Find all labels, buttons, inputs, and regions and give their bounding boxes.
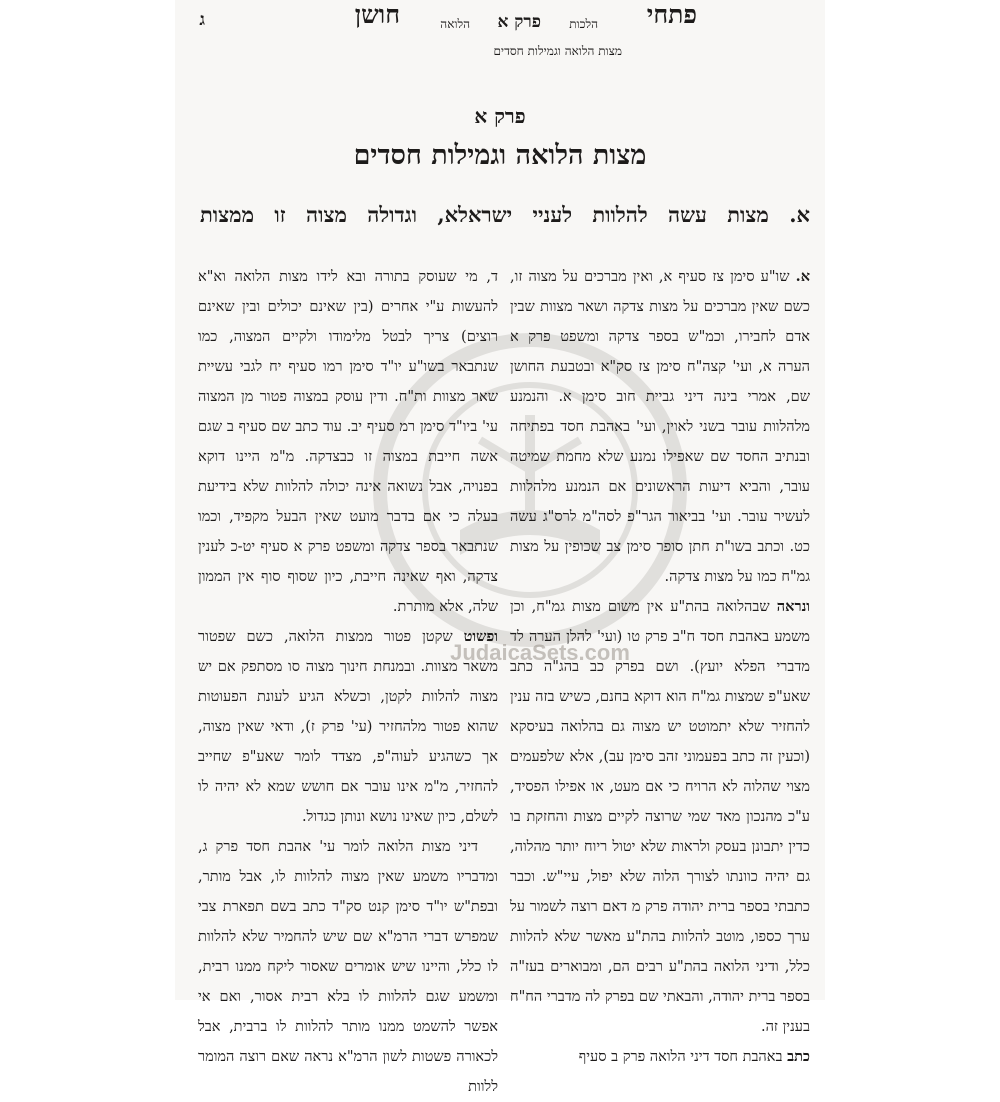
commentary-right-column xyxy=(510,262,810,1065)
page-letter: ג xyxy=(199,10,205,30)
chapter-title: מצות הלואה וגמילות חסדים xyxy=(353,140,647,171)
commentary-left-column xyxy=(198,262,498,1095)
header-halvaah: הלואה xyxy=(440,17,470,31)
header-hilchot: הלכות xyxy=(569,17,598,31)
lead-text: מצות עשה להלוות לעניי ישראלא, וגדולה מצוה זו ממצות xyxy=(200,202,769,227)
commentary-paragraph: דיני מצות הלואה לומר עי' אהבת חסד פרק ג, ומדבריו משמע שאין מצוה להלוות לו, אבל מותר, ובפת"ש יו"ד סימן קנט סק"ד כתב בשם תפארת צבי שמפרש דברי הרמ"א שם שיש להחמיר שלא להלוות לו כלל, והיינו שיש אומרים שאסור ליקח ממנו רבית, ומשמע שגם להלוות לו בלא רבית אסור, ואם אי אפשר להשמט ממנו מותר להלוות לו ברבית, אבל לכאורה פשטות לשון הרמ"א נראה שאם רוצה המומר ללוות xyxy=(198,839,498,1095)
commentary-paragraph: כתב באהבת חסד דיני הלואה פרק ב סעיף xyxy=(578,1048,810,1065)
header-choshen: חושן xyxy=(354,0,400,29)
header-book-name: פתחי xyxy=(646,0,697,29)
header-perek: פרק א xyxy=(497,12,541,32)
header-subtitle: מצות הלואה וגמילות חסדים xyxy=(493,44,622,58)
commentary-paragraph: א. שו"ע סימן צז סעיף א, ואין מברכים על מצוה זו, כשם שאין מברכים על מצות צדקה ושאר מצוות שבין אדם לחבירו, וכמ"ש בספר צדקה ומשפט פרק א הערה א, ועי' קצה"ח סימן צז סק"א ובטבעת החושן שם, אמרי בינה דיני גביית חוב סימן א. והנמנע מלהלוות עובר בשני לאוין, ועי' באהבת חסד בפתיחה ובנתיב החסד שם שאפילו נמנע שלא מחמת שמיטה עובר, והביא דיעות הראשונים אם הנמנע מלהלוות לעשיר עובר. ועי' בביאור הגר"פ לסה"מ לרס"ג עשה כט. וכתב בשו"ת חתן סופר סימן צב שכופין על מצות גמ"ח כמו על מצות צדקה. xyxy=(510,268,810,585)
lead-paragraph xyxy=(200,202,810,228)
chapter-label: פרק א xyxy=(474,104,526,128)
lead-letter: א. xyxy=(789,202,810,227)
commentary-paragraph: ונראה שבהלואה בהת"ע אין משום מצות גמ"ח, וכן משמע באהבת חסד ח"ב פרק טו (ועי' להלן הערה לד מדברי הפלא יועץ). ושם בפרק כב בהג"ה כתב שאע"פ שמצות גמ"ח הוא דוקא בחנם, כשיש בזה ענין להחזיר שלא יתמוטט יש מצוה גם בהלואה בעיסקא (וכעין זה כתב בפעמוני זהב סימן עב), אלא שלפעמים מצוי שהלוה לא הרויח כי אם מעט, או אפילו הפסיד, ע"כ מהנכון מאד שמי שרוצה לקיים מצות והחזקת בו כדין יתבונן בעסק ולראות שלא יטול ריוח יותר מהלוה, גם יהיה כוונתו לצורך הלוה שלא יפול, עיי"ש. וכבר כתבתי בספר ברית יהודה פרק מ דאם רוצה לשמור על ערך כספו, מוטב להלוות בהת"ע מאשר שלא להלוות כלל, ודיני הלואה בהת"ע רבים הם, ומבוארים בעז"ה בספר ברית יהודה, והבאתי שם בפרק לה מדברי הח"ח בענין זה. xyxy=(510,598,810,1035)
watermark-text: JudaicaSets.com xyxy=(450,640,630,665)
commentary-paragraph: ד, מי שעוסק בתורה ובא לידו מצות הלואה וא"א להעשות ע"י אחרים (בין שאינם יכולים ובין שאינם רוצים) צריך לבטל מלימודו ולקיים המצוה, כמו שנתבאר בשו"ע יו"ד סימן רמו סעיף יח לגבי עשיית שאר מצוות ות"ח. ודין עוסק במצוה פטור מן המצוה עי' ביו"ד סימן רמ סעיף יב. עוד כתב שם סעיף ב שגם אשה חייבת במצוה זו כבצדקה. מ"מ היינו דוקא בפנויה, אבל נשואה אינה יכולה להלוות שלא בידיעת בעלה כי אם בדבר מועט שאין הבעל מקפיד, וכמו שנתבאר בספר צדקה ומשפט פרק א סעיף יט-כ לענין צדקה, ואף שאינה חייבת, כיון שסוף סוף אין הממון שלה, אלא מותרת. xyxy=(198,269,498,615)
commentary-paragraph: ופשוט שקטן פטור ממצות הלואה, כשם שפטור משאר מצוות. ובמנחת חינוך מצוה סו מסתפק אם יש מצוה להלוות לקטן, וכשלא הגיע לעונת הפעוטות שהוא פטור מלהחזיר (עי' פרק ז), ודאי שאין מצוה, אך כשהגיע לעוה"פ, מצדד לומר שאע"פ שחייב להחזיר, מ"מ אינו עובר אם חושש שמא לא יהיה לו לשלם, כיון שאינו נושא ונותן כגדול. xyxy=(198,628,498,825)
